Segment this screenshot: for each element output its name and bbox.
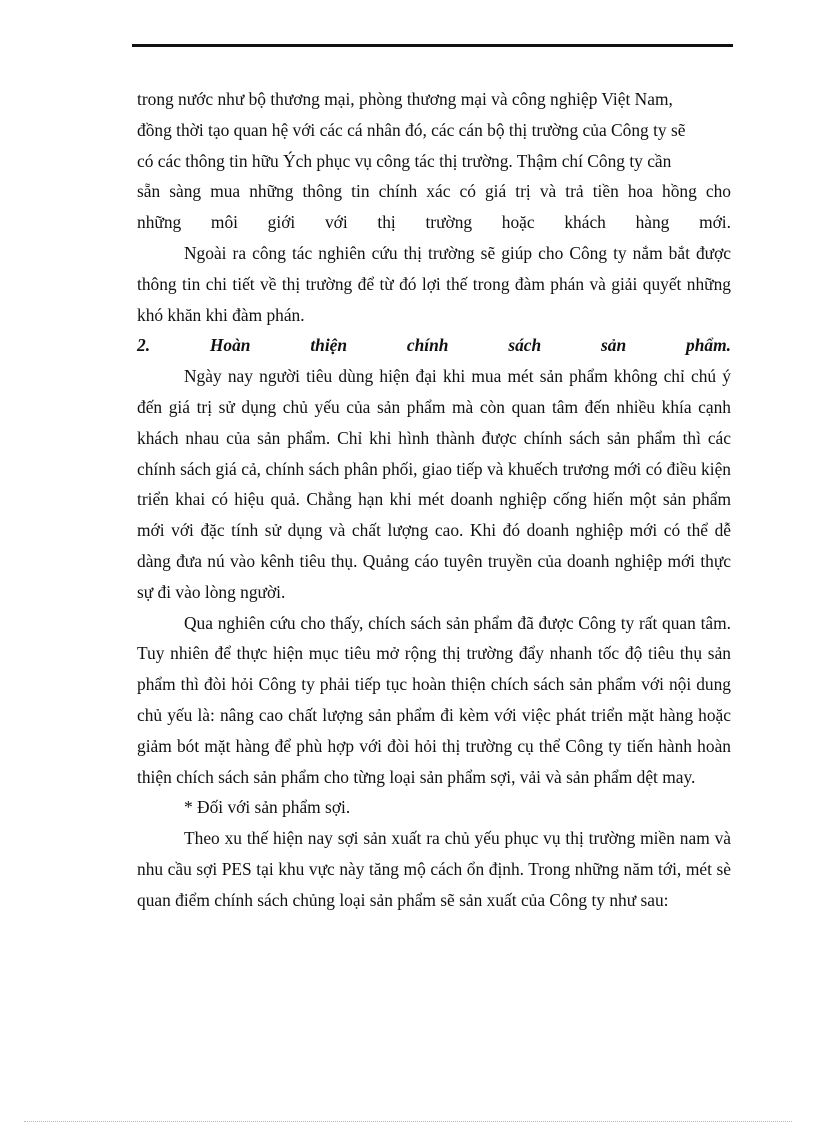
paragraph-5: * Đối với sản phẩm sợi. — [184, 797, 351, 818]
heading-word: sách — [508, 335, 542, 356]
heading-word: chính — [406, 335, 449, 356]
paragraph-1-line-4: sẵn sàng mua những thông tin chính xác có giá trị và trả tiền hoa hồng cho — [137, 181, 731, 202]
heading-word: 2. — [137, 335, 151, 356]
paragraph-1-line-2: đồng thời tạo quan hệ với các cá nhân đó, các cán bộ thị trường của Công ty sẽ — [137, 119, 686, 140]
paragraph-1-line-3: có các thông tin hữu Ých phục vụ công tác thị trường. Thậm chí Công ty cần — [137, 150, 672, 171]
heading-word: thiện — [310, 335, 348, 356]
paragraph-1-line-1: trong nước như bộ thương mại, phòng thương mại và công nghiệp Việt Nam, — [137, 89, 673, 109]
paragraph-3: Ngày nay người tiêu dùng hiện đại khi mua mét sản phẩm không chỉ chú ý đến giá trị sử dụng chủ yếu của sản phẩm mà còn quan tâm đến nhiều khía cạnh khách nhau của sản phẩm. Chỉ khi hình thành được chính sách sản phẩm thì các chính sách giá cả, chính sách phân phối, giao tiếp và khuếch trương mới có điều kiện triển khai có hiệu quả. Chẳng hạn khi mét doanh nghiệp cống hiến một sản phẩm mới với đặc tính sử dụng và chất lượng cao. Khi đó doanh nghiệp mới có thể dễ dàng đưa nú vào kênh tiêu thụ. Quảng cáo tuyên truyền của doanh nghiệp mới thực sự đi vào lòng người. — [137, 366, 731, 602]
heading-word: phẩm. — [686, 335, 731, 356]
document-body — [137, 84, 731, 916]
section-heading — [137, 330, 731, 361]
paragraph-6: Theo xu thế hiện nay sợi sản xuất ra chủ yếu phục vụ thị trường miền nam và nhu cầu sợi PES tại khu vực này tăng mộ cách ổn định. Trong những năm tới, mét sè quan điểm chính sách chủng loại sản phẩm sẽ sản xuất của Công ty như sau: — [137, 828, 731, 910]
heading-word: Hoàn — [209, 335, 251, 356]
heading-word: sản — [601, 335, 627, 356]
page-bottom-border — [24, 1121, 792, 1122]
paragraph-4: Qua nghiên cứu cho thấy, chích sách sản phẩm đã được Công ty rất quan tâm. Tuy nhiên để thực hiện mục tiêu mở rộng thị trường đẩy nhanh tốc độ tiêu thụ sản phẩm thì đòi hỏi Công ty phải tiếp tục hoàn thiện chích sách sản phẩm với nội dung chủ yếu là: nâng cao chất lượng sản phẩm đi kèm với việc phát triển mặt hàng hoặc giảm bót mặt hàng để phù hợp với đòi hỏi thị trường cụ thể Công ty tiến hành hoàn thiện chích sách sản phẩm cho từng loại sản phẩm sợi, vải và sản phẩm dệt may. — [137, 612, 731, 787]
paragraph-1-line-5: những môi giới với thị trường hoặc khách hàng mới. — [137, 212, 731, 233]
header-rule — [132, 44, 733, 47]
paragraph-2: Ngoài ra công tác nghiên cứu thị trường sẽ giúp cho Công ty nắm bắt được thông tin chi tiết về thị trường để từ đó lợi thế trong đàm phán và giải quyết những khó khăn khi đàm phán. — [137, 242, 731, 325]
